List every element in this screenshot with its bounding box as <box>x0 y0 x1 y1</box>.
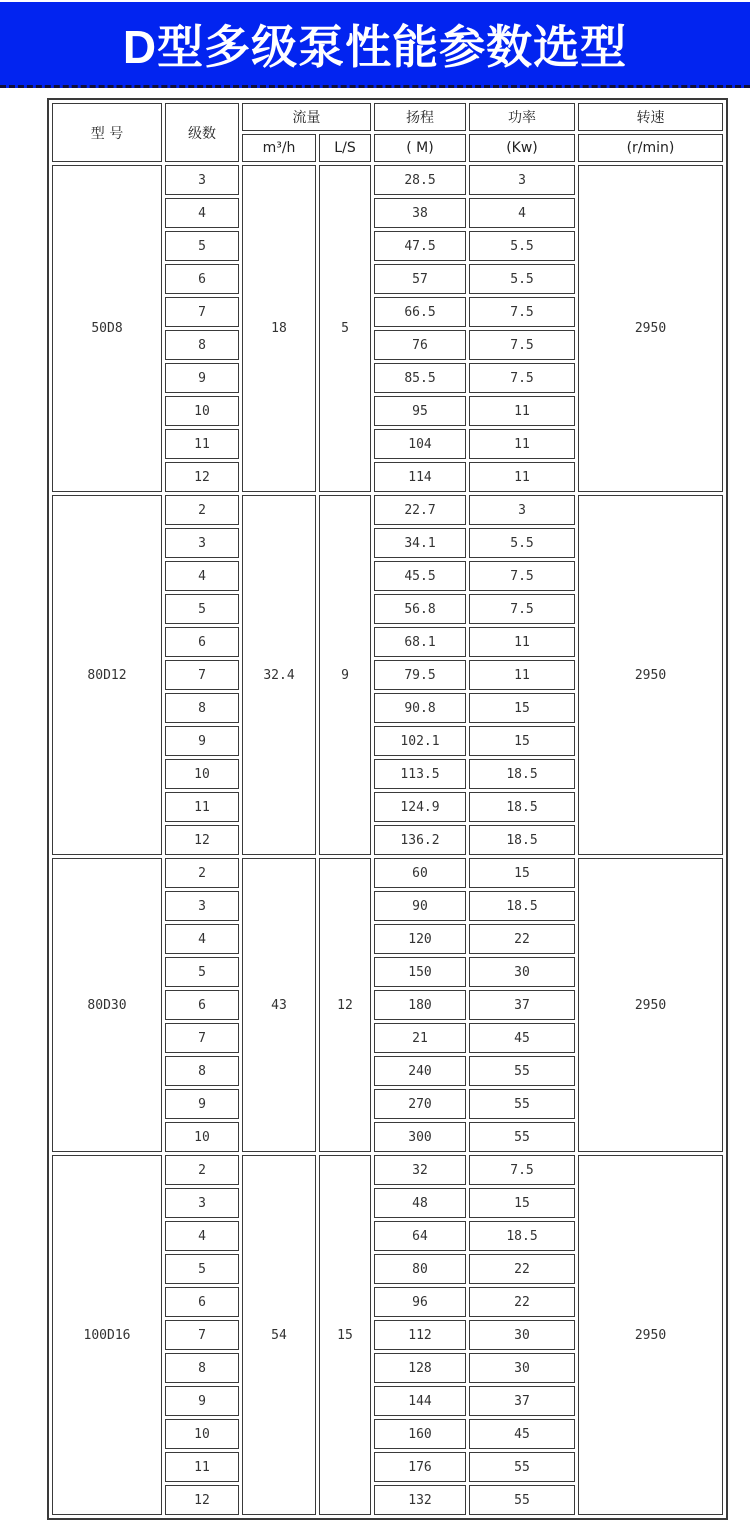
stages-cell: 9 <box>165 726 239 756</box>
flow-ls-cell: 5 <box>319 165 371 492</box>
stages-cell: 7 <box>165 660 239 690</box>
power-cell: 11 <box>469 396 575 426</box>
power-cell: 11 <box>469 660 575 690</box>
head-cell: 48 <box>374 1188 466 1218</box>
model-cell: 80D12 <box>52 495 162 855</box>
stages-cell: 7 <box>165 1023 239 1053</box>
head-cell: 21 <box>374 1023 466 1053</box>
speed-cell: 2950 <box>578 165 723 492</box>
power-cell: 7.5 <box>469 363 575 393</box>
table-row <box>52 495 723 525</box>
table-row <box>52 165 723 195</box>
head-cell: 66.5 <box>374 297 466 327</box>
model-cell: 50D8 <box>52 165 162 492</box>
head-cell: 60 <box>374 858 466 888</box>
stages-cell: 3 <box>165 1188 239 1218</box>
power-cell: 45 <box>469 1419 575 1449</box>
stages-cell: 7 <box>165 297 239 327</box>
col-header-flow-m3h: m³/h <box>242 134 316 162</box>
table-header <box>52 103 723 162</box>
power-cell: 3 <box>469 495 575 525</box>
power-cell: 30 <box>469 1353 575 1383</box>
head-cell: 150 <box>374 957 466 987</box>
stages-cell: 5 <box>165 1254 239 1284</box>
head-cell: 176 <box>374 1452 466 1482</box>
title-banner <box>0 2 750 88</box>
power-cell: 15 <box>469 726 575 756</box>
stages-cell: 9 <box>165 363 239 393</box>
power-cell: 11 <box>469 429 575 459</box>
head-cell: 180 <box>374 990 466 1020</box>
power-cell: 45 <box>469 1023 575 1053</box>
power-cell: 11 <box>469 627 575 657</box>
stages-cell: 10 <box>165 1122 239 1152</box>
power-cell: 30 <box>469 957 575 987</box>
power-cell: 18.5 <box>469 891 575 921</box>
flow-ls-cell: 15 <box>319 1155 371 1515</box>
power-cell: 7.5 <box>469 1155 575 1185</box>
power-cell: 5.5 <box>469 264 575 294</box>
stages-cell: 12 <box>165 462 239 492</box>
power-cell: 5.5 <box>469 528 575 558</box>
power-cell: 22 <box>469 1254 575 1284</box>
head-cell: 79.5 <box>374 660 466 690</box>
col-header-flow: 流量 <box>242 103 371 131</box>
stages-cell: 4 <box>165 198 239 228</box>
stages-cell: 2 <box>165 858 239 888</box>
power-cell: 4 <box>469 198 575 228</box>
power-cell: 37 <box>469 1386 575 1416</box>
header-row-1 <box>52 103 723 131</box>
power-cell: 22 <box>469 924 575 954</box>
power-cell: 18.5 <box>469 825 575 855</box>
head-cell: 128 <box>374 1353 466 1383</box>
head-cell: 102.1 <box>374 726 466 756</box>
head-cell: 144 <box>374 1386 466 1416</box>
stages-cell: 5 <box>165 594 239 624</box>
stages-cell: 11 <box>165 1452 239 1482</box>
stages-cell: 8 <box>165 1056 239 1086</box>
power-cell: 5.5 <box>469 231 575 261</box>
power-cell: 55 <box>469 1452 575 1482</box>
page-title: D型多级泵性能参数选型 <box>122 20 628 73</box>
stages-cell: 8 <box>165 330 239 360</box>
model-cell: 100D16 <box>52 1155 162 1515</box>
stages-cell: 5 <box>165 957 239 987</box>
head-cell: 34.1 <box>374 528 466 558</box>
head-cell: 113.5 <box>374 759 466 789</box>
col-header-power-unit: (Kw) <box>469 134 575 162</box>
head-cell: 270 <box>374 1089 466 1119</box>
head-cell: 45.5 <box>374 561 466 591</box>
stages-cell: 7 <box>165 1320 239 1350</box>
col-header-power: 功率 <box>469 103 575 131</box>
stages-cell: 3 <box>165 891 239 921</box>
power-cell: 7.5 <box>469 594 575 624</box>
power-cell: 7.5 <box>469 297 575 327</box>
stages-cell: 4 <box>165 561 239 591</box>
power-cell: 15 <box>469 858 575 888</box>
power-cell: 55 <box>469 1122 575 1152</box>
power-cell: 15 <box>469 1188 575 1218</box>
head-cell: 114 <box>374 462 466 492</box>
table-row <box>52 1155 723 1185</box>
stages-cell: 4 <box>165 924 239 954</box>
head-cell: 56.8 <box>374 594 466 624</box>
power-cell: 55 <box>469 1056 575 1086</box>
flow-m3h-cell: 54 <box>242 1155 316 1515</box>
power-cell: 7.5 <box>469 330 575 360</box>
stages-cell: 6 <box>165 264 239 294</box>
col-header-head: 扬程 <box>374 103 466 131</box>
head-cell: 64 <box>374 1221 466 1251</box>
head-cell: 68.1 <box>374 627 466 657</box>
col-header-flow-ls: L/S <box>319 134 371 162</box>
flow-m3h-cell: 43 <box>242 858 316 1152</box>
stages-cell: 12 <box>165 825 239 855</box>
stages-cell: 3 <box>165 165 239 195</box>
power-cell: 11 <box>469 462 575 492</box>
head-cell: 76 <box>374 330 466 360</box>
col-header-head-unit: ( M) <box>374 134 466 162</box>
flow-m3h-cell: 18 <box>242 165 316 492</box>
head-cell: 90.8 <box>374 693 466 723</box>
head-cell: 136.2 <box>374 825 466 855</box>
stages-cell: 2 <box>165 495 239 525</box>
head-cell: 300 <box>374 1122 466 1152</box>
head-cell: 57 <box>374 264 466 294</box>
power-cell: 22 <box>469 1287 575 1317</box>
power-cell: 15 <box>469 693 575 723</box>
power-cell: 18.5 <box>469 759 575 789</box>
head-cell: 104 <box>374 429 466 459</box>
stages-cell: 6 <box>165 627 239 657</box>
stages-cell: 10 <box>165 1419 239 1449</box>
power-cell: 37 <box>469 990 575 1020</box>
flow-ls-cell: 12 <box>319 858 371 1152</box>
stages-cell: 8 <box>165 693 239 723</box>
col-header-speed-unit: (r/min) <box>578 134 723 162</box>
stages-cell: 11 <box>165 792 239 822</box>
pump-table-container <box>0 88 750 1520</box>
speed-cell: 2950 <box>578 858 723 1152</box>
stages-cell: 6 <box>165 990 239 1020</box>
pump-parameters-table <box>47 98 728 1520</box>
power-cell: 55 <box>469 1089 575 1119</box>
power-cell: 18.5 <box>469 1221 575 1251</box>
head-cell: 32 <box>374 1155 466 1185</box>
head-cell: 47.5 <box>374 231 466 261</box>
stages-cell: 10 <box>165 396 239 426</box>
stages-cell: 4 <box>165 1221 239 1251</box>
stages-cell: 5 <box>165 231 239 261</box>
head-cell: 80 <box>374 1254 466 1284</box>
head-cell: 240 <box>374 1056 466 1086</box>
speed-cell: 2950 <box>578 495 723 855</box>
table-body <box>52 165 723 1515</box>
flow-ls-cell: 9 <box>319 495 371 855</box>
head-cell: 120 <box>374 924 466 954</box>
flow-m3h-cell: 32.4 <box>242 495 316 855</box>
head-cell: 112 <box>374 1320 466 1350</box>
head-cell: 85.5 <box>374 363 466 393</box>
speed-cell: 2950 <box>578 1155 723 1515</box>
head-cell: 160 <box>374 1419 466 1449</box>
col-header-speed: 转速 <box>578 103 723 131</box>
head-cell: 132 <box>374 1485 466 1515</box>
table-row <box>52 858 723 888</box>
power-cell: 30 <box>469 1320 575 1350</box>
head-cell: 90 <box>374 891 466 921</box>
stages-cell: 12 <box>165 1485 239 1515</box>
stages-cell: 2 <box>165 1155 239 1185</box>
col-header-model: 型 号 <box>52 103 162 162</box>
model-cell: 80D30 <box>52 858 162 1152</box>
col-header-stages: 级数 <box>165 103 239 162</box>
head-cell: 95 <box>374 396 466 426</box>
power-cell: 7.5 <box>469 561 575 591</box>
power-cell: 55 <box>469 1485 575 1515</box>
stages-cell: 9 <box>165 1386 239 1416</box>
power-cell: 18.5 <box>469 792 575 822</box>
head-cell: 38 <box>374 198 466 228</box>
head-cell: 22.7 <box>374 495 466 525</box>
power-cell: 3 <box>469 165 575 195</box>
stages-cell: 10 <box>165 759 239 789</box>
stages-cell: 8 <box>165 1353 239 1383</box>
page <box>0 2 750 1520</box>
stages-cell: 3 <box>165 528 239 558</box>
stages-cell: 6 <box>165 1287 239 1317</box>
head-cell: 28.5 <box>374 165 466 195</box>
head-cell: 124.9 <box>374 792 466 822</box>
stages-cell: 11 <box>165 429 239 459</box>
stages-cell: 9 <box>165 1089 239 1119</box>
head-cell: 96 <box>374 1287 466 1317</box>
